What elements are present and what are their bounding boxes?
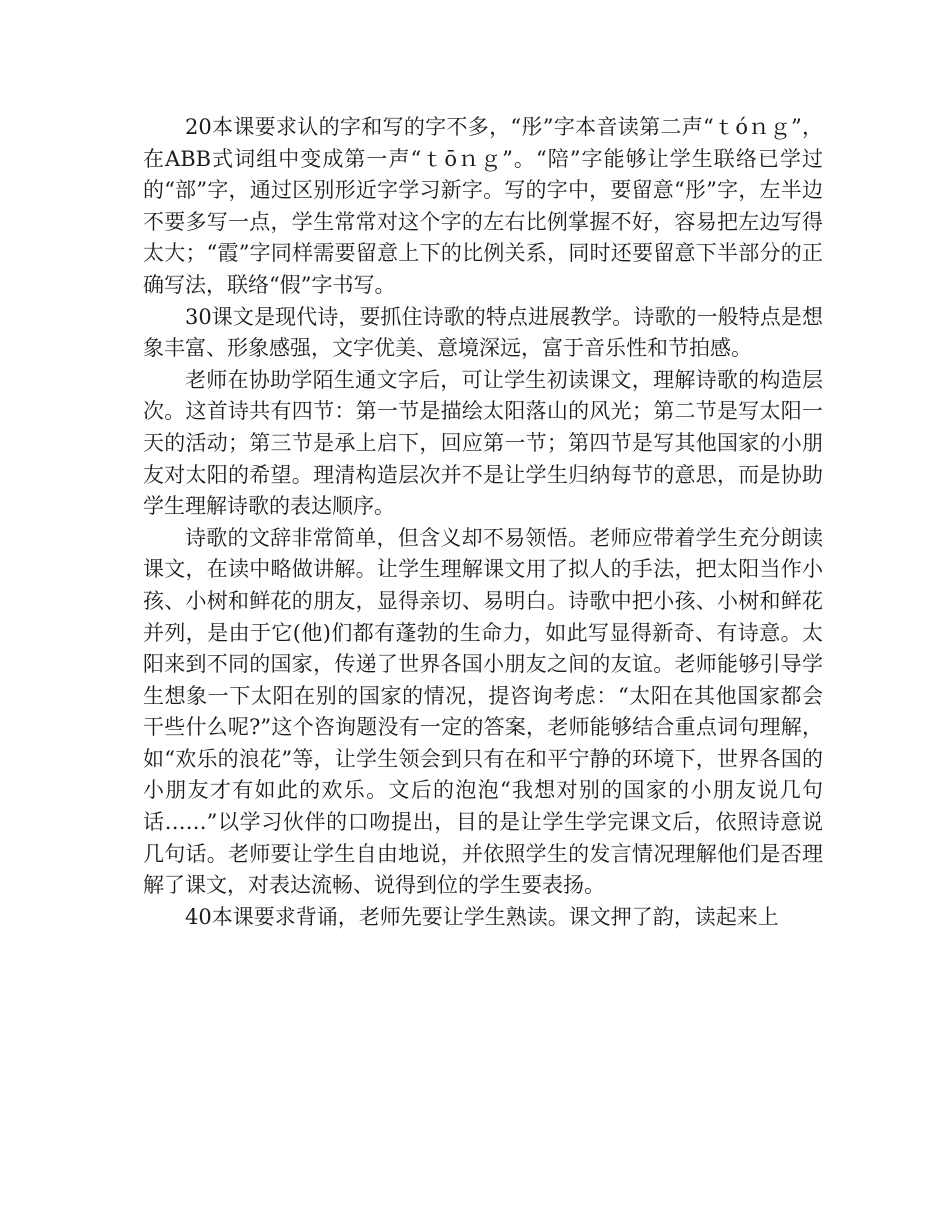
paragraph-5: 40本课要求背诵，老师先要让学生熟读。课文押了韵，读起来上 (185, 904, 779, 929)
paragraph-3: 老师在协助学陌生通文字后，可让学生初读课文，理解诗歌的构造层次。这首诗共有四节：第一节是描绘太阳落山的风光；第二节是写太阳一天的活动；第三节是承上启下，回应第一节；第四节是写其他国家的小朋友对太阳的希望。理清构造层次并不是让学生归纳每节的意思，而是协助学生理解诗歌的表达顺序。 (143, 367, 823, 519)
paragraph-2: 30课文是现代诗，要抓住诗歌的特点进展教学。诗歌的一般特点是想象丰富、形象感强，文字优美、意境深远，富于音乐性和节拍感。 (143, 304, 823, 361)
paragraph-1: 20本课要求认的字和写的字不多，“彤”字本音读第二声“ｔóｎｇ”，在ABB式词组中变成第一声“ｔōｎｇ”。“陪”字能够让学生联络已学过的“部”字，通过区别形近字学习新字。写的字中，要留意“彤”字，左半边不要多写一点，学生常常对这个字的左右比例掌握不好，容易把左边写得太大；“霞”字同样需要留意上下的比例关系，同时还要留意下半部分的正确写法，联络“假”字书写。 (143, 115, 823, 297)
document-body (143, 112, 823, 933)
paragraph-4: 诗歌的文辞非常简单，但含义却不易领悟。老师应带着学生充分朗读课文，在读中略做讲解。让学生理解课文用了拟人的手法，把太阳当作小孩、小树和鲜花的朋友，显得亲切、易明白。诗歌中把小孩、小树和鲜花并列，是由于它(他)们都有蓬勃的生命力，如此写显得新奇、有诗意。太阳来到不同的国家，传递了世界各国小朋友之间的友谊。老师能够引导学生想象一下太阳在别的国家的情况，提咨询考虑：“太阳在其他国家都会干些什么呢?”这个咨询题没有一定的答案，老师能够结合重点词句理解，如“欢乐的浪花”等，让学生领会到只有在和平宁静的环境下，世界各国的小朋友才有如此的欢乐。文后的泡泡“我想对别的国家的小朋友说几句话……”以学习伙伴的口吻提出，目的是让学生学完课文后，依照诗意说几句话。老师要让学生自由地说，并依照学生的发言情况理解他们是否理解了课文，对表达流畅、说得到位的学生要表扬。 (143, 525, 823, 898)
